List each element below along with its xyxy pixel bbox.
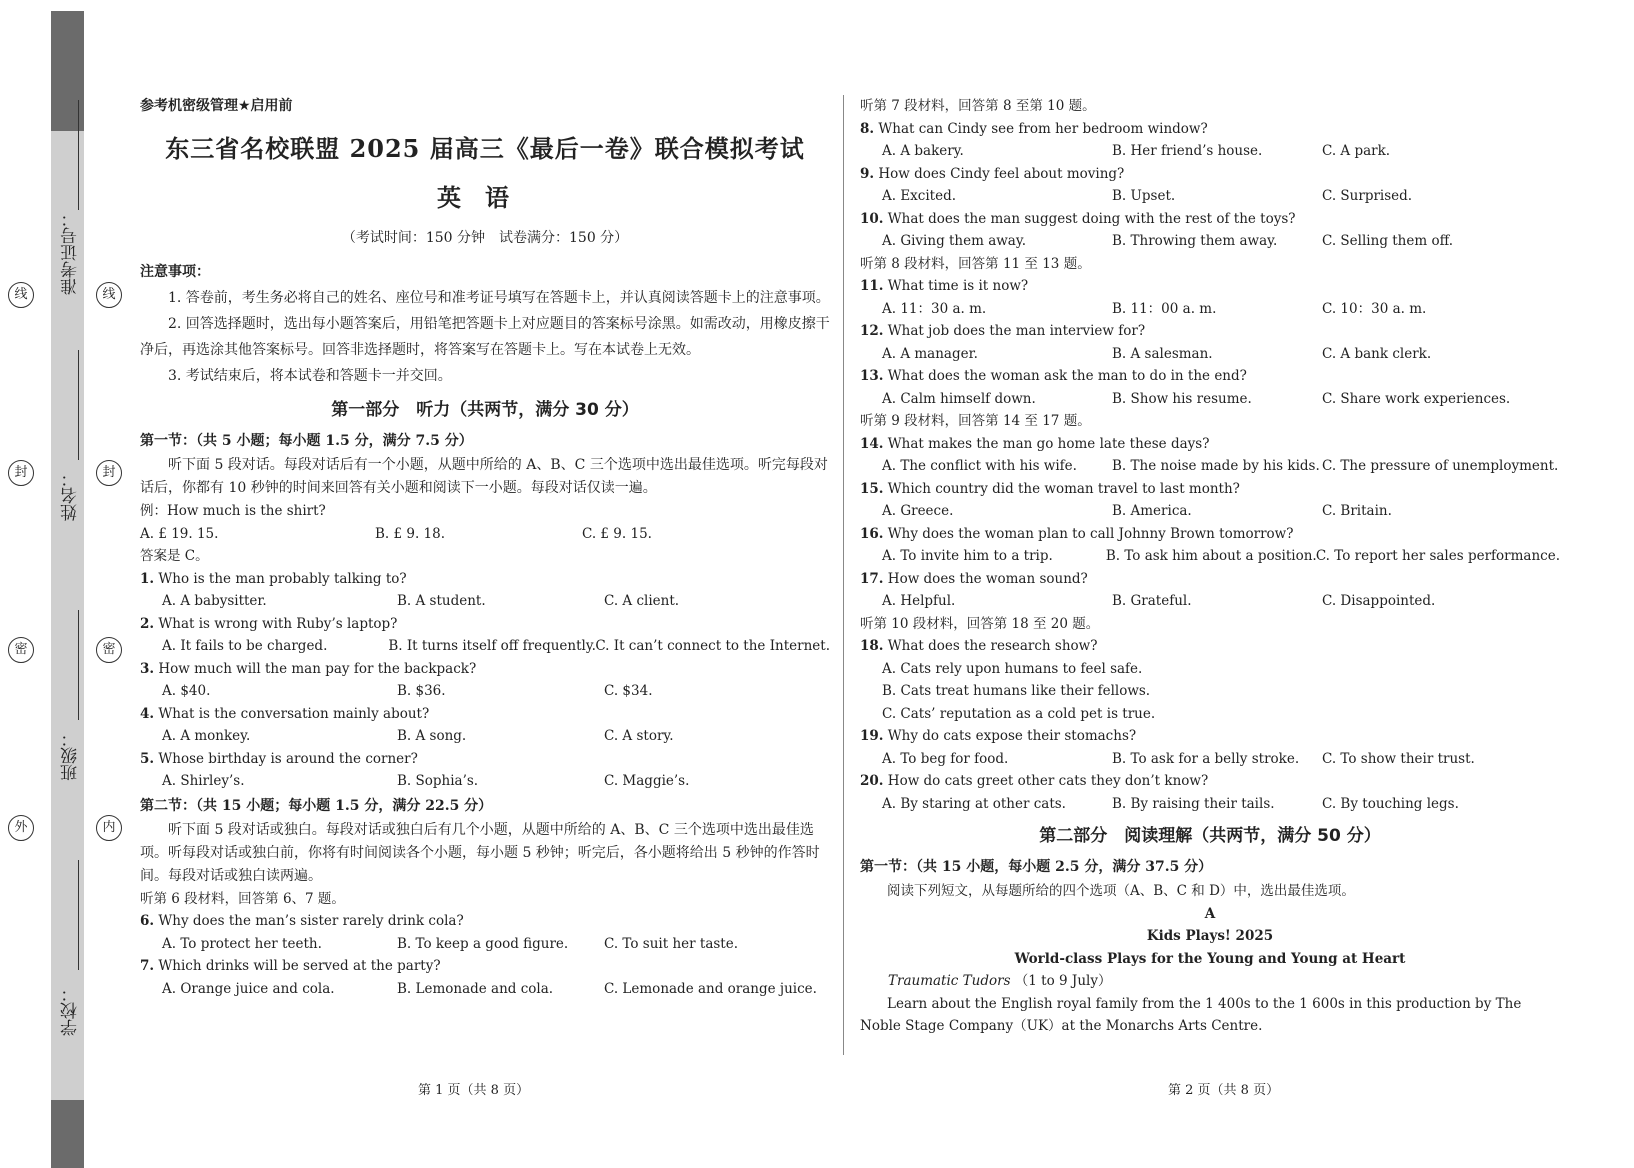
option: C. Lemonade and orange juice. xyxy=(604,980,817,997)
exam-number-label: 准考证号： xyxy=(61,210,81,295)
material-heading: 听第 9 段材料，回答第 14 至 17 题。 xyxy=(860,413,1091,429)
question-stem xyxy=(860,478,1560,501)
question-stem xyxy=(140,955,830,978)
question-text: Whose birthday is around the corner? xyxy=(158,750,418,767)
option: B. To ask him about a position. xyxy=(1105,548,1317,564)
passage-letter: A xyxy=(1204,905,1216,922)
option: C. Maggie’s. xyxy=(604,773,690,789)
question-stem xyxy=(860,725,1560,748)
option-row xyxy=(860,388,1560,411)
question-text: What does the research show? xyxy=(887,638,1098,654)
question-list xyxy=(860,275,1560,410)
material-heading: 听第 7 段材料，回答第 8 至第 10 题。 xyxy=(860,98,1096,114)
question-stem xyxy=(860,568,1560,591)
option: A. Shirley’s. xyxy=(162,773,245,789)
option: A. A monkey. xyxy=(162,728,251,744)
inner-seal-mark: 线 xyxy=(96,282,122,308)
option: A. 11：30 a. m. xyxy=(882,300,987,317)
option: A. $40. xyxy=(162,683,211,699)
question-stem xyxy=(140,703,830,726)
passage-subtitle: World-class Plays for the Young and Young at Heart xyxy=(1014,950,1406,967)
question-stem xyxy=(860,320,1560,343)
right-column xyxy=(860,95,1560,1038)
question-stem xyxy=(140,910,830,933)
reading-intro: 阅读下列短文，从每题所给的四个选项（A、B、C 和 D）中，选出最佳选项。 xyxy=(887,883,1355,899)
option-row xyxy=(860,298,1560,321)
question-list xyxy=(860,433,1560,613)
question-number: 16. xyxy=(860,525,884,542)
material-heading: 听第 8 段材料，回答第 11 至 13 题。 xyxy=(860,255,1091,272)
option: C. The pressure of unemployment. xyxy=(1322,458,1559,474)
option: C. To suit her taste. xyxy=(604,935,738,952)
section1-intro: 听下面 5 段对话。每段对话后有一个小题，从题中所给的 A、B、C 三个选项中选出最佳选项。听完每段对话后，你都有 10 秒钟的时间来回答有关小题和阅读下一小题。每段对话仅读一遍。 xyxy=(140,457,828,496)
option-row xyxy=(860,455,1560,478)
example-answer: 答案是 C。 xyxy=(140,548,209,564)
option: C. To report her sales performance. xyxy=(1315,548,1560,564)
option: A. A babysitter. xyxy=(162,593,267,609)
question-text: What time is it now? xyxy=(887,278,1029,294)
page-number-right: 第 2 页（共 8 页） xyxy=(1168,1083,1280,1098)
question-number: 14. xyxy=(860,435,884,452)
question-number: 11. xyxy=(860,278,884,294)
question-text: What job does the man interview for? xyxy=(887,323,1146,339)
binding-strip-bottom xyxy=(51,1100,84,1168)
option: A. Orange juice and cola. xyxy=(162,980,335,997)
option: C. $34. xyxy=(604,683,653,699)
play-description: Learn about the English royal family from the 1 400s to the 1 600s in this production by The Noble Stage Company（UK）at the Monarchs Arts Centre. xyxy=(860,995,1522,1034)
option: C. Britain. xyxy=(1322,503,1392,519)
option: A. £ 19. 15. xyxy=(140,525,219,542)
question-text: Which country did the woman travel to last month? xyxy=(887,480,1240,497)
question-text: How do cats greet other cats they don’t know? xyxy=(887,773,1209,789)
question-text: Why do cats expose their stomachs? xyxy=(887,728,1137,744)
question-number: 17. xyxy=(860,570,884,587)
option-row xyxy=(860,590,1560,613)
option: A. Giving them away. xyxy=(882,233,1026,249)
option: B. The noise made by his kids. xyxy=(1112,458,1320,474)
notice-heading: 注意事项： xyxy=(140,264,210,280)
notice-item: 2. 回答选择题时，选出每小题答案后，用铅笔把答题卡上对应题目的答案标号涂黑。如需改动，用橡皮擦干净后，再选涂其他答案标号。回答非选择题时，将答案写在答题卡上。写在本试卷上无效。 xyxy=(140,316,830,358)
section2-heading: 第二节：（共 15 小题；每小题 1.5 分，满分 22.5 分） xyxy=(140,797,493,814)
option: A. To protect her teeth. xyxy=(162,935,322,952)
option: B. Upset. xyxy=(1112,188,1176,204)
option: A. A bakery. xyxy=(882,143,964,159)
option-row xyxy=(140,978,830,1001)
option-row xyxy=(860,185,1560,208)
material-heading: 听第 10 段材料，回答第 18 至 20 题。 xyxy=(860,615,1100,632)
question-text: Why does the man’s sister rarely drink cola? xyxy=(158,913,464,929)
exam-number-line[interactable] xyxy=(78,100,79,210)
option: C. Cats’ reputation as a cold pet is true. xyxy=(882,705,1156,722)
option: B. Sophia’s. xyxy=(397,773,479,789)
option: B. Cats treat humans like their fellows. xyxy=(882,683,1151,699)
school-line[interactable] xyxy=(78,860,79,970)
question-stem xyxy=(860,770,1560,793)
example-question: 例：How much is the shirt? xyxy=(140,503,326,519)
option: B. 11：00 a. m. xyxy=(1112,300,1217,317)
question-stem xyxy=(860,433,1560,456)
option: B. Throwing them away. xyxy=(1112,233,1278,249)
option-row xyxy=(860,500,1560,523)
option: A. It fails to be charged. xyxy=(162,638,328,654)
option: B. To keep a good figure. xyxy=(397,935,569,952)
section1-heading: 第一节：（共 5 小题；每小题 1.5 分，满分 7.5 分） xyxy=(140,433,473,449)
name-line[interactable] xyxy=(78,350,79,460)
page-number-left: 第 1 页（共 8 页） xyxy=(418,1083,530,1098)
outer-seal-mark: 线 xyxy=(8,282,34,308)
class-line[interactable] xyxy=(78,610,79,720)
option-row xyxy=(860,140,1560,163)
option: B. A salesman. xyxy=(1112,345,1213,362)
question-text: What is wrong with Ruby’s laptop? xyxy=(158,615,398,632)
option: B. To ask for a belly stroke. xyxy=(1112,750,1300,767)
question-stem xyxy=(860,635,1560,658)
part2-title: 第二部分 阅读理解（共两节，满分 50 分） xyxy=(1039,826,1381,846)
notice-item: 3. 考试结束后，将本试卷和答题卡一并交回。 xyxy=(168,368,452,384)
option: C. A client. xyxy=(604,593,680,609)
question-text: What is the conversation mainly about? xyxy=(158,705,430,722)
option: B. Her friend’s house. xyxy=(1112,143,1263,159)
confidential-note: 参考机密级管理★启用前 xyxy=(140,98,293,114)
reading-section-heading: 第一节：（共 15 小题，每小题 2.5 分，满分 37.5 分） xyxy=(860,859,1213,875)
option: B. By raising their tails. xyxy=(1112,795,1275,812)
question-stem xyxy=(860,523,1560,546)
question-list xyxy=(860,118,1560,253)
question-stem xyxy=(860,275,1560,298)
option: A. A manager. xyxy=(882,345,978,362)
subject-title: 英语 xyxy=(437,183,533,212)
question-stem xyxy=(140,748,830,771)
option-row xyxy=(140,725,830,748)
option: C. By touching legs. xyxy=(1322,795,1459,812)
question-text: How much will the man pay for the backpack? xyxy=(158,660,477,677)
option: A. Calm himself down. xyxy=(882,390,1036,407)
option: B. America. xyxy=(1112,503,1192,519)
option: C. Surprised. xyxy=(1322,188,1413,204)
question-list xyxy=(140,568,830,793)
option-row xyxy=(860,343,1560,366)
option-row xyxy=(140,933,830,956)
option-row xyxy=(860,230,1560,253)
question-number: 19. xyxy=(860,728,884,744)
outer-seal-mark: 密 xyxy=(8,637,34,663)
left-column xyxy=(140,95,830,1000)
option: B. $36. xyxy=(397,683,446,699)
option: C. Share work experiences. xyxy=(1322,390,1511,407)
question-text: How does the woman sound? xyxy=(887,570,1088,587)
option: A. Excited. xyxy=(882,188,957,204)
example-options xyxy=(140,523,830,546)
question-number: 7. xyxy=(140,958,155,974)
question-text: What does the man suggest doing with the rest of the toys? xyxy=(887,210,1296,227)
name-label: 姓名： xyxy=(61,470,81,521)
question-text: What makes the man go home late these days? xyxy=(887,435,1210,452)
question-number: 10. xyxy=(860,210,884,227)
question-number: 12. xyxy=(860,323,884,339)
question-number: 4. xyxy=(140,705,155,722)
question-text: Which drinks will be served at the party? xyxy=(158,958,441,974)
question-text: How does Cindy feel about moving? xyxy=(878,165,1125,182)
question-stem xyxy=(860,208,1560,231)
option: A. The conflict with his wife. xyxy=(882,458,1077,474)
option: C. £ 9. 15. xyxy=(582,525,652,542)
question-number: 13. xyxy=(860,368,884,384)
binding-strip-top xyxy=(51,11,84,131)
option: A. By staring at other cats. xyxy=(882,795,1066,812)
question-stem xyxy=(140,613,830,636)
inner-seal-mark: 封 xyxy=(96,460,122,486)
question-number: 20. xyxy=(860,773,884,789)
option: B. It turns itself off frequently. xyxy=(388,638,596,654)
option: B. A song. xyxy=(397,728,467,744)
exam-title: 东三省名校联盟 2025 届高三《最后一卷》联合模拟考试 xyxy=(165,134,805,163)
question-list xyxy=(860,725,1560,815)
option: C. It can’t connect to the Internet. xyxy=(595,638,830,654)
stacked-options xyxy=(860,658,1560,726)
option-row xyxy=(860,748,1560,771)
question-number: 6. xyxy=(140,913,155,929)
option-row xyxy=(140,680,830,703)
inner-seal-mark: 内 xyxy=(96,815,122,841)
option: B. Show his resume. xyxy=(1112,390,1252,407)
question-text: Who is the man probably talking to? xyxy=(158,570,407,587)
option: B. A student. xyxy=(397,593,486,609)
notice-item: 1. 答卷前，考生务必将自己的姓名、座位号和准考证号填写在答题卡上，并认真阅读答题卡上的注意事项。 xyxy=(168,290,830,306)
option: A. To beg for food. xyxy=(882,750,1009,767)
exam-time-info: （考试时间：150 分钟 试卷满分：150 分） xyxy=(341,230,629,246)
option: B. Lemonade and cola. xyxy=(397,980,554,997)
class-label: 班级： xyxy=(61,730,81,781)
question-stem xyxy=(140,568,830,591)
option: A. To invite him to a trip. xyxy=(882,548,1053,564)
question-number: 5. xyxy=(140,750,155,767)
option: A. Greece. xyxy=(882,503,954,519)
option-row xyxy=(860,793,1560,816)
passage-title: Kids Plays! 2025 xyxy=(1146,928,1274,944)
material-heading: 听第 6 段材料，回答第 6、7 题。 xyxy=(140,890,345,907)
question-stem xyxy=(140,658,830,681)
outer-seal-mark: 外 xyxy=(8,815,34,841)
column-divider xyxy=(843,95,844,1055)
option: C. Disappointed. xyxy=(1322,593,1436,609)
question-text: What does the woman ask the man to do in the end? xyxy=(887,368,1247,384)
inner-seal-mark: 密 xyxy=(96,637,122,663)
option: C. A bank clerk. xyxy=(1322,345,1432,362)
question-text: Why does the woman plan to call Johnny Brown tomorrow? xyxy=(887,525,1294,542)
option: A. Cats rely upon humans to feel safe. xyxy=(882,660,1143,677)
option: C. A park. xyxy=(1322,143,1391,159)
question-text: What can Cindy see from her bedroom window? xyxy=(878,120,1208,137)
question-stem xyxy=(860,365,1560,388)
option: B. Grateful. xyxy=(1112,593,1192,609)
question-number: 18. xyxy=(860,638,884,654)
play-title: Traumatic Tudors xyxy=(888,973,1011,989)
question-number: 9. xyxy=(860,165,875,182)
option: C. A story. xyxy=(604,728,674,744)
section2-intro: 听下面 5 段对话或独白。每段对话或独白后有几个小题，从题中所给的 A、B、C 三个选项中选出最佳选项。听每段对话或独白前，你将有时间阅读各个小题，每小题 5 秒钟；听完后，各小题将给出 5 秒钟的作答时间。每段对话或独白读两遍。 xyxy=(140,821,820,884)
part1-title: 第一部分 听力（共两节，满分 30 分） xyxy=(331,400,639,420)
option: C. To show their trust. xyxy=(1322,750,1475,767)
play-dates: （1 to 9 July） xyxy=(1014,973,1112,989)
question-number: 8. xyxy=(860,120,875,137)
school-label: 学校： xyxy=(61,985,81,1036)
option-row xyxy=(140,590,830,613)
option: C. 10：30 a. m. xyxy=(1322,300,1427,317)
question-number: 3. xyxy=(140,660,155,677)
question-stem xyxy=(860,118,1560,141)
option: B. £ 9. 18. xyxy=(375,525,446,542)
question-number: 2. xyxy=(140,615,155,632)
question-list xyxy=(140,910,830,1000)
question-number: 15. xyxy=(860,480,884,497)
outer-seal-mark: 封 xyxy=(8,460,34,486)
option-row xyxy=(140,770,830,793)
question-number: 1. xyxy=(140,570,155,587)
option: A. Helpful. xyxy=(882,593,956,609)
question-stem xyxy=(860,163,1560,186)
option: C. Selling them off. xyxy=(1322,233,1453,249)
option-row xyxy=(140,635,830,658)
option-row xyxy=(860,545,1560,568)
